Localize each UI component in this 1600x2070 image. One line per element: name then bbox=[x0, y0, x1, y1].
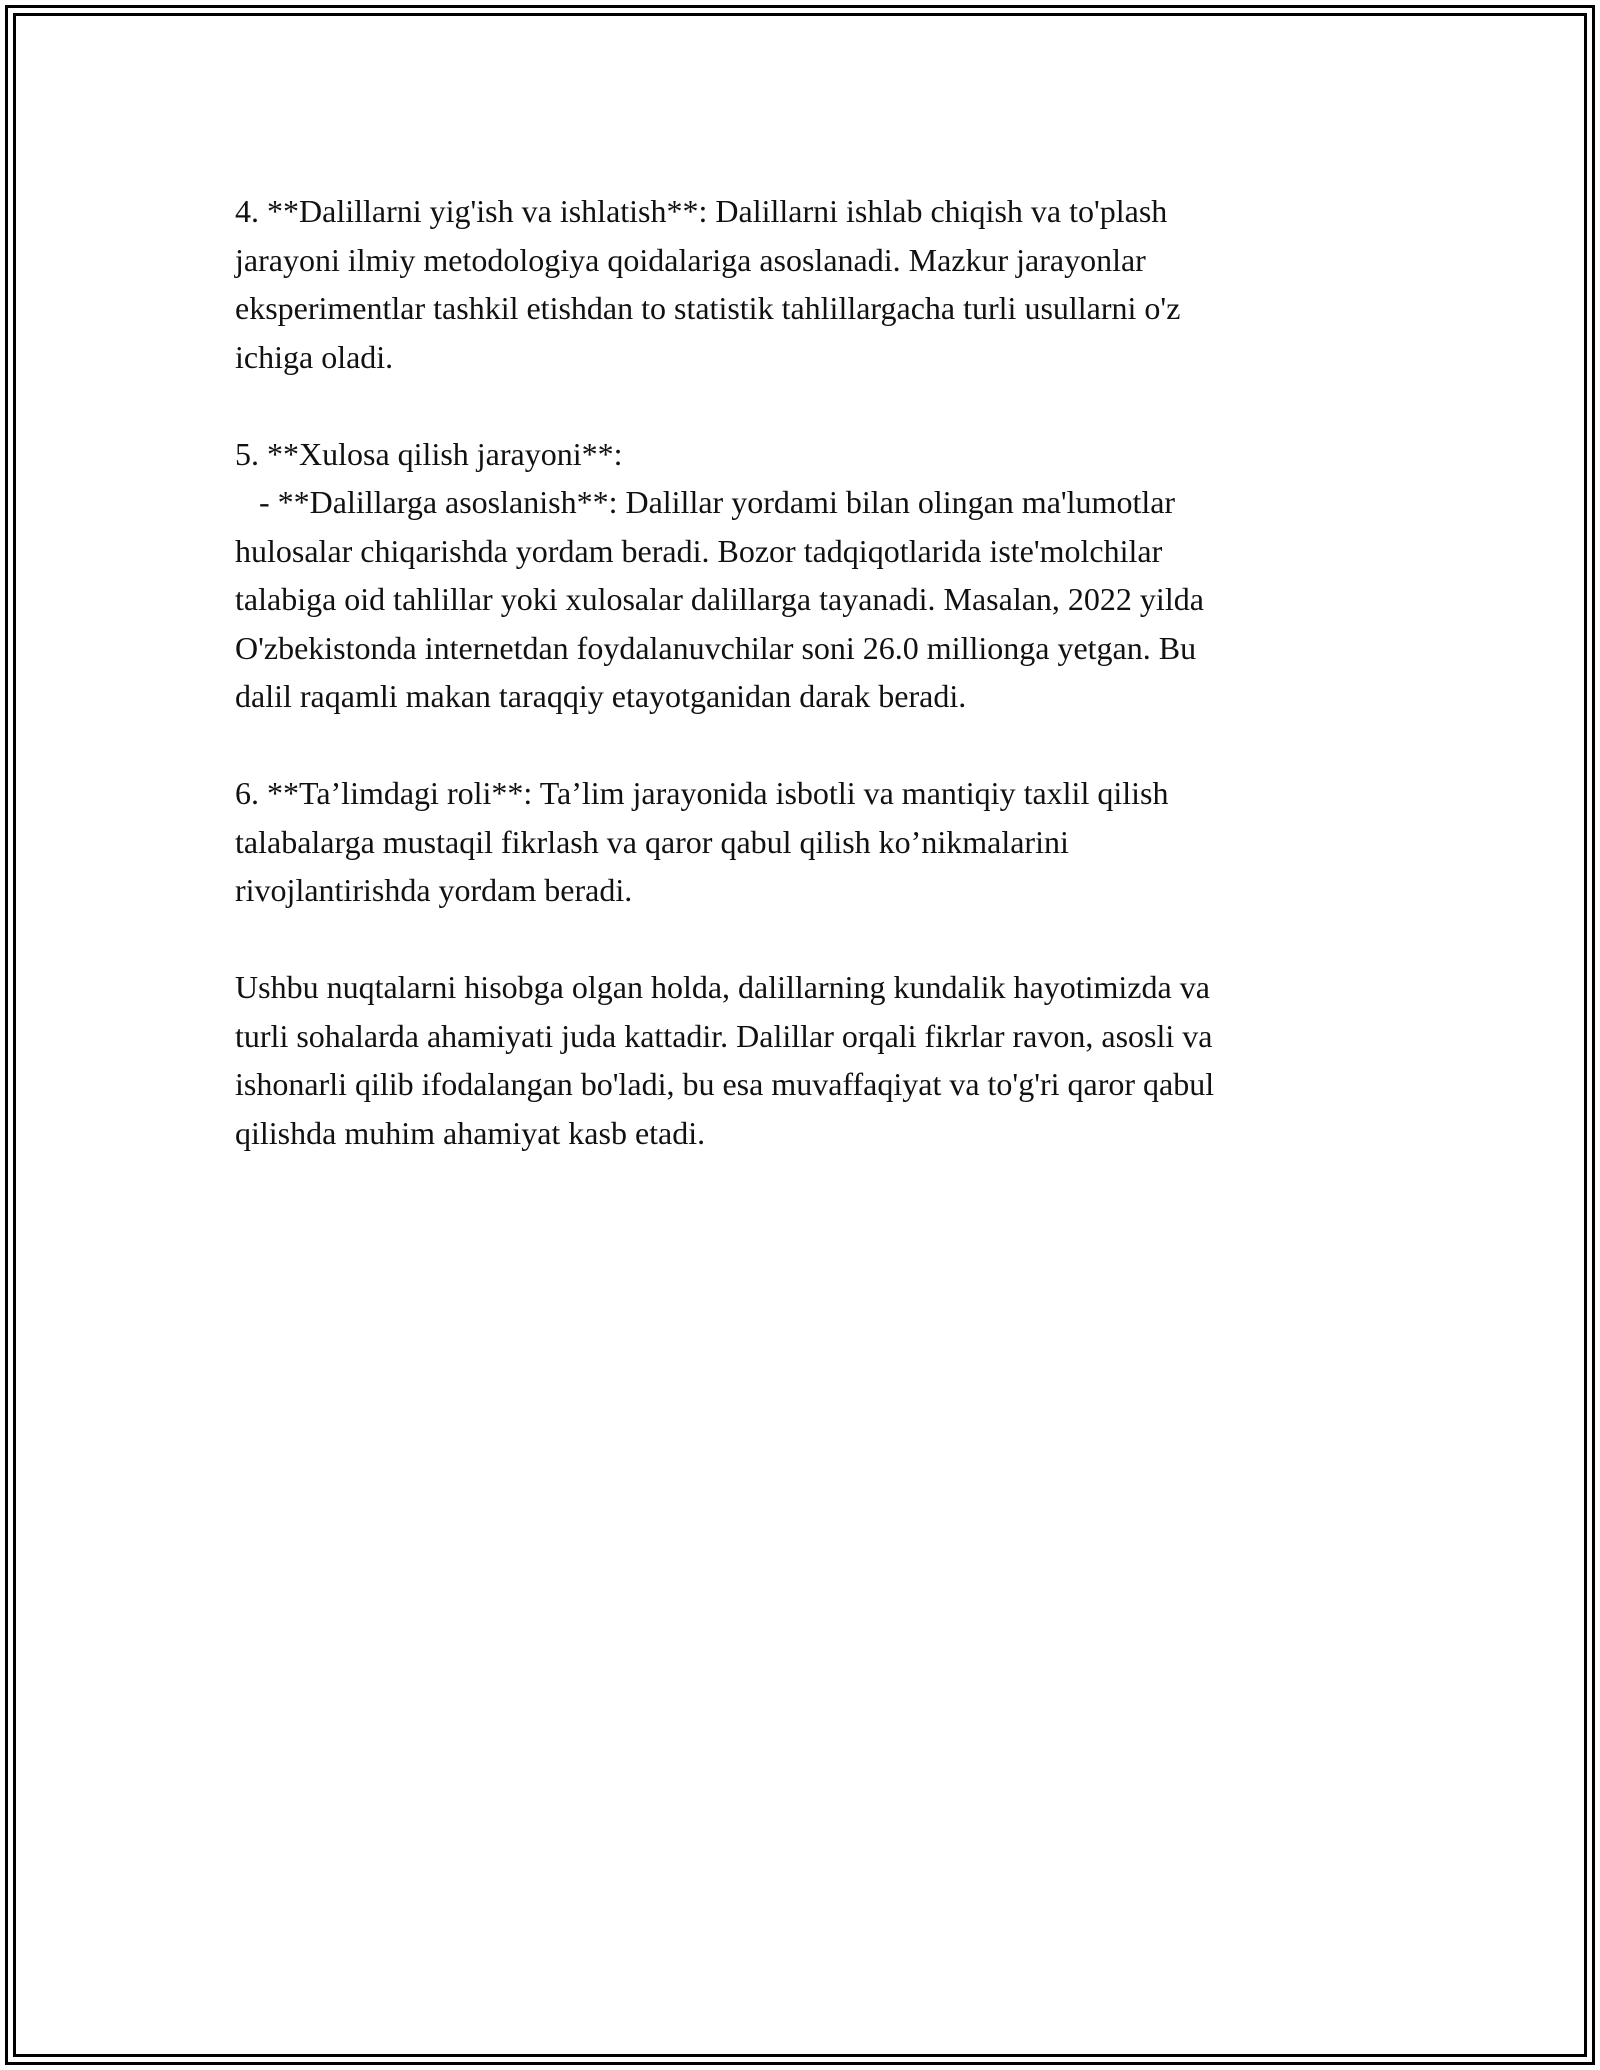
text-line: qilishda muhim ahamiyat kasb etadi. bbox=[235, 1114, 706, 1151]
paragraph-evidence-collection bbox=[235, 187, 1365, 381]
text-line: rivojlantirishda yordam beradi. bbox=[235, 872, 633, 908]
paragraph-education-role bbox=[235, 769, 1365, 915]
text-line: turli sohalarda ahamiyati juda kattadir. Dalillar orqali fikrlar ravon, asosli va bbox=[235, 1017, 1213, 1054]
text-line: O'zbekistonda internetdan foydalanuvchilar soni 26.0 millionga yetgan. Bu bbox=[235, 629, 1197, 666]
text-line: 5. **Xulosa qilish jarayoni**: bbox=[235, 435, 623, 472]
text-line: dalil raqamli makan taraqqiy etayotganidan darak beradi. bbox=[235, 678, 967, 714]
text-line: talabalarga mustaqil fikrlash va qaror qabul qilish ko’nikmalarini bbox=[235, 823, 1069, 860]
text-line: ichiga oladi. bbox=[235, 338, 394, 375]
text-line: jarayoni ilmiy metodologiya qoidalariga asoslanadi. Mazkur jarayonlar bbox=[235, 241, 1146, 278]
text-line: eksperimentlar tashkil etishdan to statistik tahlillargacha turli usullarni o'z bbox=[235, 290, 1181, 326]
text-line: hulosalar chiqarishda yordam beradi. Bozor tadqiqotlarida iste'molchilar bbox=[235, 532, 1163, 569]
text-line: ishonarli qilib ifodalangan bo'ladi, bu esa muvaffaqiyat va to'g'ri qaror qabul bbox=[235, 1066, 1215, 1102]
document-body bbox=[235, 187, 1365, 1206]
text-line: talabiga oid tahlillar yoki xulosalar dalillarga tayanadi. Masalan, 2022 yilda bbox=[235, 581, 1204, 617]
text-line: 4. **Dalillarni yig'ish va ishlatish**: Dalillarni ishlab chiqish va to'plash bbox=[235, 193, 1168, 229]
text-line: Ushbu nuqtalarni hisobga olgan holda, dalillarning kundalik hayotimizda va bbox=[235, 969, 1210, 1005]
text-line: - **Dalillarga asoslanish**: Dalillar yordami bilan olingan ma'lumotlar bbox=[235, 484, 1176, 520]
text-line: 6. **Ta’limdagi roli**: Ta’lim jarayonida isbotli va mantiqiy taxlil qilish bbox=[235, 775, 1169, 811]
paragraph-conclusion-process bbox=[235, 430, 1365, 721]
paragraph-summary bbox=[235, 963, 1365, 1157]
